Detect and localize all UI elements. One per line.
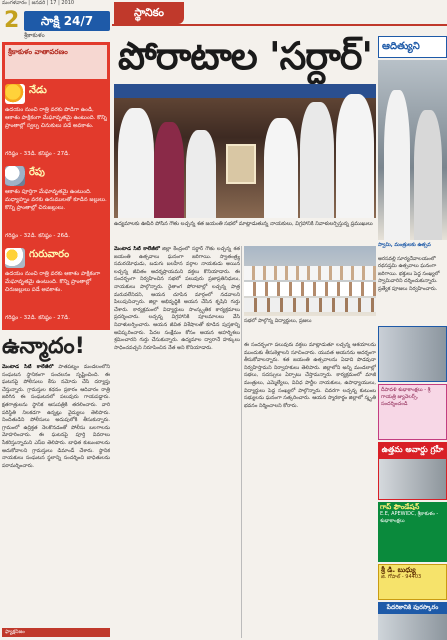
weather-day-text: ఉదయం నుంచి రాత్రి వరకు పొడిగా ఉండి, ఆకాశం పాక్షికంగా మేఘావృతమై ఉంటుంది. కొన్ని ప్రాంతాల్లో స్వల్ప చినుకులు పడే అవకాశం.	[5, 107, 107, 129]
ad-green-title: గాప్ ఫౌండేషన్	[380, 503, 420, 511]
weather-day-text: ఉదయం నుంచి రాత్రి వరకు ఆకాశం పాక్షికంగా మేఘావృతమై ఉంటుంది. కొన్ని ప్రాంతాల్లో చిరుజల్లులు పడే అవకాశం.	[5, 271, 101, 293]
weather-day-today	[5, 82, 107, 162]
left-story-dateline: మెంటాడ సిటీ కాలేజీలో	[2, 364, 54, 370]
date-line: మంగళవారం | జనవరి | 17 | 2010	[2, 0, 75, 6]
ad-yellow	[378, 564, 447, 600]
left-story-headline: ఉన్మాదం!	[2, 334, 85, 359]
weather-day-name: నేడు	[29, 85, 47, 96]
right-story-body: అరసవల్లి సూర్యదేవాలయంలో రథసప్తమి ఉత్సవాలు ఘనంగా జరిగాయి. భక్తులు పెద్ద సంఖ్యలో స్వామివారిని దర్శించుకున్నారు. ప్రత్యేక పూజలు నిర్వహించారు.	[378, 256, 440, 292]
main-photo	[114, 84, 376, 218]
paper-edition: శ్రీకాకుళం	[24, 32, 45, 39]
person-figure	[336, 94, 374, 218]
right-column	[378, 28, 447, 640]
weather-day-temp: గరిష్ఠం - 33డి. కనిష్ఠం - 27డి.	[5, 151, 70, 157]
left-column	[2, 42, 110, 637]
weather-day-temp: గరిష్ఠం - 32డి. కనిష్ఠం - 26డి.	[5, 233, 70, 239]
person-figure	[384, 90, 410, 240]
article-text: జిల్లా కేంద్రంలో సర్దార్ గౌతు లచ్చన్న శత జయంతి ఉత్సవాలు ఘనంగా జరిగాయి. స్వాతంత్ర్య సమరయోధుడు, బడుగు బలహీన వర్గాల నాయకుడు అయిన లచ్చన్న జీవితం ఆదర్శప్రాయమని వక్తలు కొనియాడారు. ఈ సందర్భంగా నిర్వహించిన సభలో పలువురు ప్రజాప్రతినిధులు, నాయకులు పాల్గొన్నారు. రైతాంగ పోరాటాల్లో లచ్చన్న పాత్ర మరువలేనిదని, ఆయన చూపిన మార్గంలో నడవాలని పిలుపునిచ్చారు. జిల్లా అభివృద్ధికి ఆయన చేసిన కృషిని గుర్తు చేశారు. కార్యక్రమంలో విద్యార్థులు సాంస్కృతిక కార్యక్రమాలు ప్రదర్శించారు. లచ్చన్న విగ్రహానికి పూలమాలలు వేసి నివాళులర్పించారు. ఆయన జీవిత విశేషాలతో కూడిన పుస్తకాన్ని ఆవిష్కరించారు. పేదల సంక్షేమం కోసం ఆయన అహర్నిశలు శ్రమించారని గుర్తు చేసుకున్నారు. ఉద్యమాల ద్వారానే హక్కులు సాధించవచ్చని నిరూపించిన నేత అని కొనియాడారు.	[114, 246, 240, 351]
weather-day-text: ఆకాశం పూర్తిగా మేఘావృతమై ఉంటుంది. మధ్యాహ్నం వరకు ఉరుములతో కూడిన జల్లులు. కొన్ని ప్రాంతాల్లో చిరుజల్లులు.	[5, 189, 107, 211]
ad-photo	[378, 326, 447, 382]
left-story-body	[2, 364, 110, 626]
person-figure	[118, 108, 154, 218]
ad-yellow-text: జి. గోపాల్ - 94403	[381, 574, 422, 580]
right-story-headline: ఆదిత్యుని	[378, 36, 447, 58]
weather-title: శ్రీకాకుళం వాతావరణం	[5, 45, 107, 79]
crowd-row	[244, 266, 376, 280]
right-story-photo	[378, 60, 447, 240]
left-story-text: పాతపట్నం మండలంలోని సంఘటన స్థానికంగా సంచలనం సృష్టించింది. ఈ ఘటనపై పోలీసులు కేసు నమోదు చేసి దర్యాప్తు చేస్తున్నారు. గ్రామస్తుల కథనం ప్రకారం ఆదివారం రాత్రి జరిగిన ఈ సంఘటనలో పలువురు గాయపడ్డారు. క్షతగాత్రులను స్థానిక ఆసుపత్రికి తరలించారు. వారి పరిస్థితి నిలకడగా ఉన్నట్లు వైద్యులు తెలిపారు. నిందితుడిని పోలీసులు అదుపులోకి తీసుకున్నారు. గ్రామంలో ఉద్రిక్తత నెలకొనడంతో పోలీసు బలగాలను మోహరించారు. ఈ ఘటనపై పూర్తి వివరాలు సేకరిస్తున్నామని ఎస్‌ఐ తెలిపారు. బాధిత కుటుంబాలను ఆదుకోవాలని గ్రామస్తులు డిమాండ్ చేశారు. స్థానిక నాయకులు సంఘటన స్థలాన్ని సందర్శించి బాధితులను పరామర్శించారు.	[2, 364, 110, 469]
main-headline: పోరాటాల 'సర్దార్'	[117, 33, 373, 78]
stage-banner	[114, 84, 376, 98]
person-figure	[186, 130, 216, 218]
weather-day-tomorrow	[5, 164, 107, 244]
article-column-1	[114, 246, 240, 638]
sun-icon	[5, 84, 25, 104]
weather-day-name: రేపు	[29, 167, 45, 178]
partly-cloudy-icon	[5, 248, 25, 268]
article-dateline: మెంటాడ సిటీ కాలేజీలో	[114, 246, 160, 252]
ad-green	[378, 502, 447, 562]
weather-day-name: గురువారం	[29, 249, 70, 260]
ad-yellow-title: శ్రీ డి. బుధ్యు	[381, 566, 416, 574]
section-tab: స్థానికం	[114, 2, 184, 24]
person-figure	[264, 118, 298, 218]
column-rule	[241, 246, 242, 638]
ad-green-text: E.E, APEWIDC, శ్రీకాకుళం - శుభాకాంక్షలు	[380, 511, 439, 524]
ad-jewellers: దీపావళి శుభాకాంక్షలు - శ్రీ గాయత్రి జ్యువెలర్స్, సందర్శించండి	[378, 384, 447, 440]
person-figure	[154, 122, 184, 218]
person-figure	[414, 110, 442, 240]
rain-cloud-icon	[5, 166, 25, 186]
portrait-frame	[226, 144, 256, 184]
paper-name: సాక్షి 24/7	[24, 11, 110, 31]
ad-bottom-header: పేదరికానికి పురస్కారం	[378, 602, 447, 614]
right-photo-caption: స్వామి, మంత్రులకు ఉత్సవ	[378, 242, 431, 248]
article-column-2: ఈ సందర్భంగా పలువురు వక్తలు మాట్లాడుతూ లచ్చన్న ఆశయాలను ముందుకు తీసుకెళ్లాలని సూచించారు. యువత ఆయనను ఆదర్శంగా తీసుకోవాలన్నారు. శత జయంతి ఉత్సవాలను ఏడాది పొడవునా నిర్వహిస్తామని నిర్వాహకులు తెలిపారు. జిల్లాలోని అన్ని మండలాల్లో సభలు, సదస్సులు ఏర్పాటు చేస్తామన్నారు. కార్యక్రమంలో మాజీ మంత్రులు, ఎమ్మెల్యేలు, వివిధ పార్టీల నాయకులు, ఉపాధ్యాయులు, విద్యార్థులు పెద్ద సంఖ్యలో పాల్గొన్నారు. చివరగా లచ్చన్న కుటుంబ సభ్యులను ఘనంగా సత్కరించారు. ఆయన స్మారకార్థం జిల్లాలో స్మృతి భవనం నిర్మించాలని కోరారు.	[244, 342, 376, 409]
person-figure	[300, 102, 334, 218]
weather-day-temp: గరిష్ఠం - 32డి. కనిష్ఠం - 27డి.	[5, 315, 70, 321]
ad-award-header: ఉత్తమ అవార్డు గ్రహీ	[378, 442, 447, 458]
left-footer-tag: ఫ్యాక్షనిజం	[2, 628, 110, 637]
crowd-row	[244, 282, 376, 296]
weather-box	[2, 42, 110, 330]
main-photo-caption: ఉద్యమాలకు ఊపిరి పోసిన గౌతు లచ్చన్న శత జయంతి సభలో మాట్లాడుతున్న నాయకులు, విగ్రహానికి నివాళులర్పిస్తున్న ప్రముఖులు	[114, 221, 373, 227]
second-photo	[244, 246, 376, 316]
weather-day-thursday	[5, 246, 107, 326]
second-photo-caption: సభలో పాల్గొన్న విద్యార్థులు, ప్రజలు	[244, 318, 312, 324]
ad-bottom-photo	[378, 614, 447, 640]
page-number: 2	[4, 8, 20, 33]
ad-award-photo	[378, 458, 447, 500]
masthead-rule	[112, 24, 447, 26]
crowd-row	[244, 298, 376, 312]
